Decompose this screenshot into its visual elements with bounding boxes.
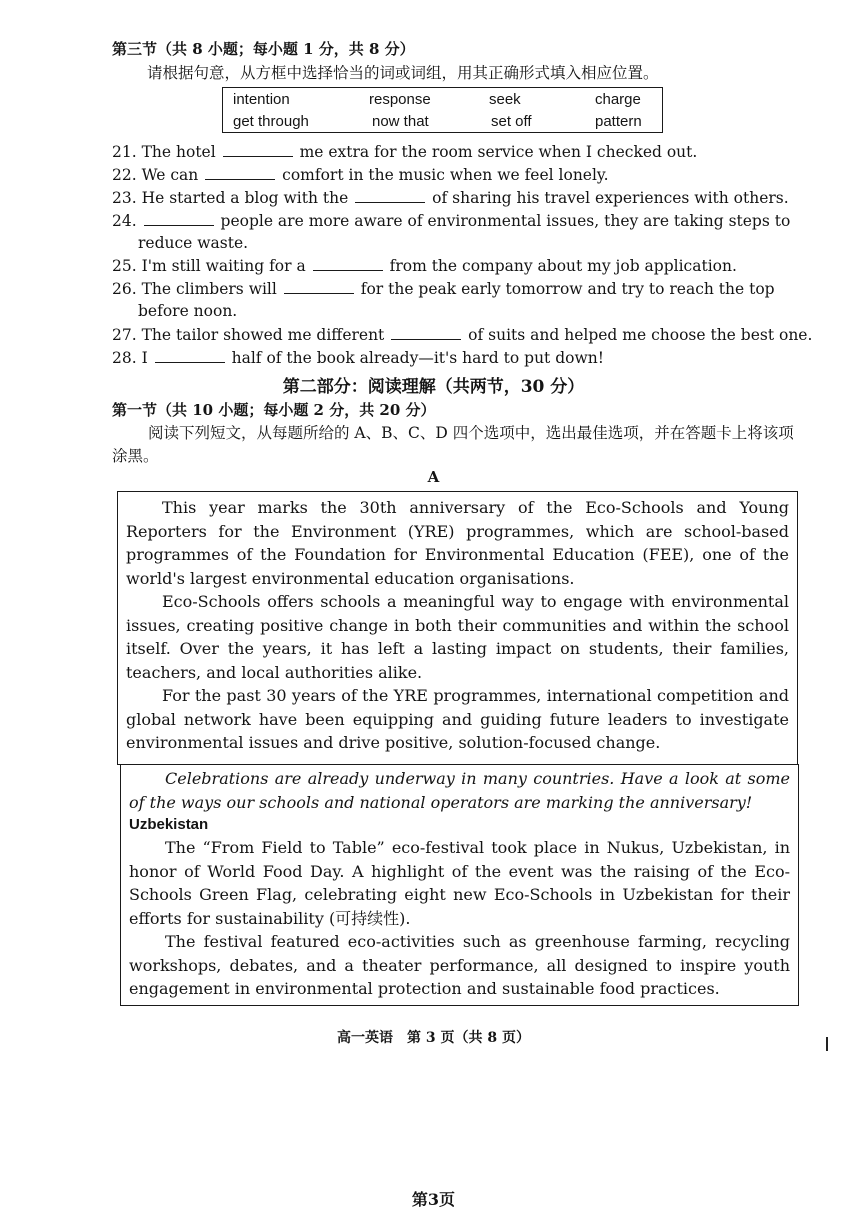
passage-paragraph: Eco-Schools offers schools a meaningful way to engage with environmental issues, creating positive change in both their communities and within the school itself. Over the years, it has left a lasting impact on students, their families, teachers, and local authorities alike. bbox=[126, 592, 789, 682]
question-number: 25. bbox=[112, 257, 137, 275]
question-text: I'm still waiting for a bbox=[141, 257, 306, 275]
question-text: He started a blog with the bbox=[141, 189, 349, 207]
question-22 bbox=[112, 164, 792, 186]
question-28 bbox=[112, 347, 792, 369]
question-text: comfort in the music when we feel lonely. bbox=[282, 166, 609, 184]
passage-label: A bbox=[427, 468, 440, 486]
reading-instruction: 阅读下列短文，从每题所给的 A、B、C、D 四个选项中，选出最佳选项，并在答题卡上将该项涂黑。 bbox=[112, 424, 794, 465]
passage-paragraph: This year marks the 30th anniversary of the Eco-Schools and Young Reporters for the Environment (YRE) programmes, which are school-based programmes of the Foundation for Environmental Education (FEE), one of the world's largest environmental education organisations. bbox=[126, 498, 789, 588]
page-label: 第3页 bbox=[411, 1190, 456, 1209]
page-footer: 高一英语 第 3 页（共 8 页） bbox=[337, 1030, 530, 1046]
section3-instruction: 请根据句意，从方框中选择恰当的词或词组，用其正确形式填入相应位置。 bbox=[147, 64, 659, 82]
question-text: The tailor showed me different bbox=[141, 326, 385, 344]
answer-blank[interactable] bbox=[155, 348, 225, 363]
question-number: 26. bbox=[112, 280, 137, 298]
question-number: 27. bbox=[112, 326, 137, 344]
section3-header: 第三节（共 8 小题；每小题 1 分，共 8 分） bbox=[112, 40, 415, 58]
question-text: half of the book already—it's hard to put down! bbox=[231, 349, 604, 367]
question-text: I bbox=[141, 349, 148, 367]
celebrations-intro: Celebrations are already underway in many countries. Have a look at some of the ways our schools and national operators are marking the anniversary! bbox=[129, 769, 790, 812]
word-option: pattern bbox=[595, 113, 642, 130]
question-text-continued: reduce waste. bbox=[138, 234, 249, 252]
word-option: get through bbox=[233, 113, 309, 130]
passage-box-intro bbox=[117, 491, 798, 765]
word-option: seek bbox=[489, 91, 521, 108]
question-text-continued: before noon. bbox=[138, 302, 238, 320]
answer-blank[interactable] bbox=[355, 188, 425, 203]
answer-blank[interactable] bbox=[205, 165, 275, 180]
question-text: me extra for the room service when I checked out. bbox=[299, 143, 698, 161]
answer-blank[interactable] bbox=[391, 325, 461, 340]
passage-paragraph: The “From Field to Table” eco-festival took place in Nukus, Uzbekistan, in honor of World Food Day. A highlight of the event was the raising of the Eco-Schools Green Flag, celebrating eight new Eco-Schools in Uzbekistan for their efforts for sustainability (可持续性). bbox=[129, 838, 790, 928]
question-text: We can bbox=[141, 166, 199, 184]
question-25 bbox=[112, 255, 792, 277]
word-option: now that bbox=[372, 113, 429, 130]
question-text: The hotel bbox=[141, 143, 216, 161]
word-option: set off bbox=[491, 113, 532, 130]
question-27 bbox=[112, 324, 813, 346]
answer-blank[interactable] bbox=[313, 256, 383, 271]
question-number: 22. bbox=[112, 166, 137, 184]
question-26 bbox=[112, 278, 792, 322]
passage-box-celebrations bbox=[120, 764, 799, 1006]
answer-blank[interactable] bbox=[144, 211, 214, 226]
question-text: The climbers will bbox=[141, 280, 277, 298]
word-option: charge bbox=[595, 91, 641, 108]
answer-blank[interactable] bbox=[223, 142, 293, 157]
passage-paragraph: For the past 30 years of the YRE programmes, international competition and global network have been equipping and guiding future leaders to investigate environmental issues and drive positive, solution-focused change. bbox=[126, 686, 789, 752]
question-text: for the peak early tomorrow and try to reach the top bbox=[360, 280, 775, 298]
question-number: 24. bbox=[112, 212, 137, 230]
question-text: of suits and helped me choose the best one. bbox=[468, 326, 813, 344]
part2-title: 第二部分：阅读理解（共两节，30 分） bbox=[282, 377, 585, 397]
country-heading: Uzbekistan bbox=[129, 816, 209, 833]
question-text: from the company about my job application. bbox=[389, 257, 737, 275]
question-21 bbox=[112, 141, 792, 163]
scan-mark bbox=[826, 1037, 828, 1051]
passage-paragraph: The festival featured eco-activities such as greenhouse farming, recycling workshops, debates, and a theater performance, all designed to inspire youth engagement in environmental protection and sustainable food practices. bbox=[129, 932, 790, 998]
question-number: 21. bbox=[112, 143, 137, 161]
section1-header: 第一节（共 10 小题；每小题 2 分，共 20 分） bbox=[112, 401, 436, 419]
word-option: intention bbox=[233, 91, 290, 108]
question-text: people are more aware of environmental issues, they are taking steps to bbox=[220, 212, 791, 230]
question-number: 23. bbox=[112, 189, 137, 207]
question-24 bbox=[112, 210, 792, 254]
word-option: response bbox=[369, 91, 431, 108]
word-box bbox=[222, 87, 663, 133]
question-23 bbox=[112, 187, 792, 209]
question-text: of sharing his travel experiences with others. bbox=[432, 189, 789, 207]
question-number: 28. bbox=[112, 349, 137, 367]
answer-blank[interactable] bbox=[284, 279, 354, 294]
